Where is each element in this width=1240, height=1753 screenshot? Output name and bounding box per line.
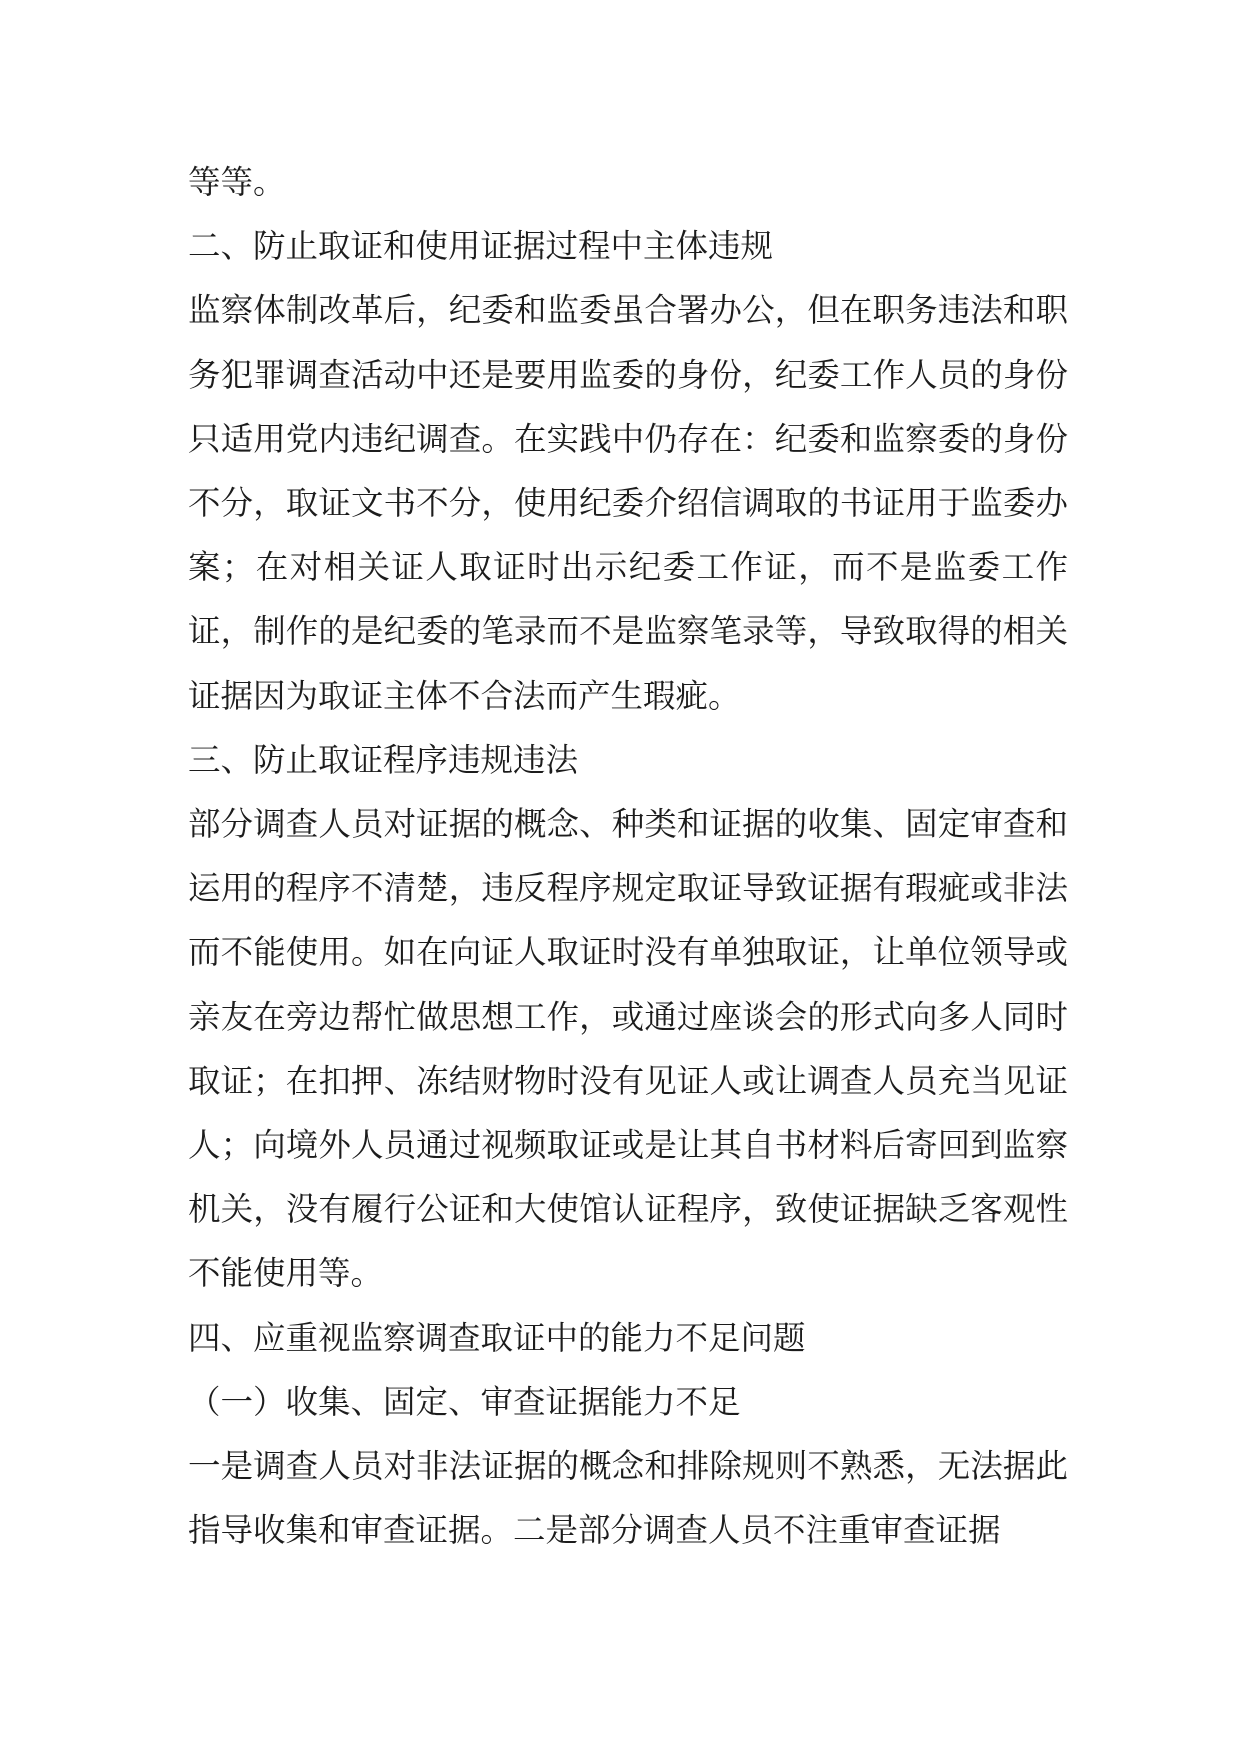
paragraph-subject-violation: 监察体制改革后，纪委和监委虽合署办公，但在职务违法和职务犯罪调查活动中还是要用监委的身份，纪委工作人员的身份只适用党内违纪调查。在实践中仍存在：纪委和监察委的身份不分，取证文书不分，使用纪委介绍信调取的书证用于监委办案；在对相关证人取证时出示纪委工作证，而不是监委工作证，制作的是纪委的笔录而不是监察笔录等，导致取得的相关证据因为取证主体不合法而产生瑕疵。 <box>188 291 1068 715</box>
paragraph-continuation: 等等。 <box>188 163 286 201</box>
subsection-heading-1: （一）收集、固定、审查证据能力不足 <box>188 1382 741 1421</box>
paragraph-capability-gap: 一是调查人员对非法证据的概念和排除规则不熟悉，无法据此指导收集和审查证据。二是部分调查人员不注重审查证据 <box>188 1447 1068 1550</box>
paragraph-procedure-violation: 部分调查人员对证据的概念、种类和证据的收集、固定审查和运用的程序不清楚，违反程序规定取证导致证据有瑕疵或非法而不能使用。如在向证人取证时没有单独取证，让单位领导或亲友在旁边帮忙做思想工作，或通过座谈会的形式向多人同时取证；在扣押、冻结财物时没有见证人或让调查人员充当见证人；向境外人员通过视频取证或是让其自书材料后寄回到监察机关，没有履行公证和大使馆认证程序，致使证据缺乏客观性不能使用等。 <box>188 805 1068 1293</box>
section-heading-3: 三、防止取证程序违规违法 <box>188 740 579 779</box>
document-body <box>188 150 1068 1562</box>
section-heading-2: 二、防止取证和使用证据过程中主体违规 <box>188 227 774 266</box>
section-heading-4: 四、应重视监察调查取证中的能力不足问题 <box>188 1318 806 1357</box>
